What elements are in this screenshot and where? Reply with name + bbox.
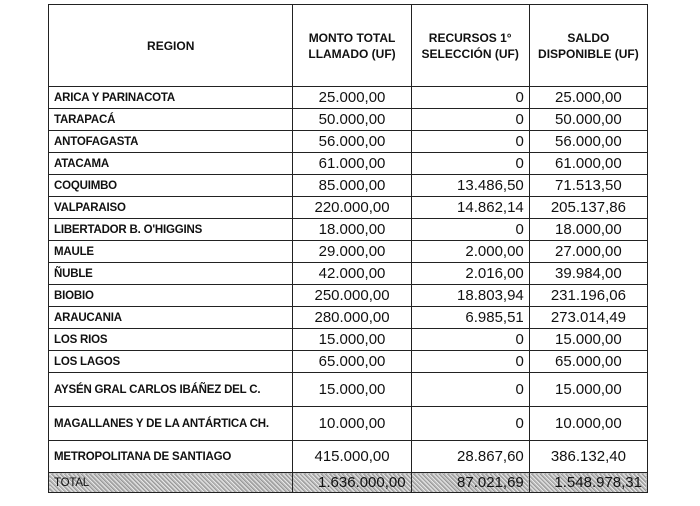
recursos-cell: 0	[411, 131, 529, 153]
recursos-cell: 0	[411, 87, 529, 109]
regional-funds-table	[48, 4, 648, 493]
region-cell: METROPOLITANA DE SANTIAGO	[49, 441, 293, 473]
table-row	[49, 109, 648, 131]
table-row	[49, 351, 648, 373]
region-cell: VALPARAISO	[49, 197, 293, 219]
recursos-cell: 0	[411, 407, 529, 441]
monto-total-cell: 65.000,00	[293, 351, 411, 373]
recursos-cell: 0	[411, 153, 529, 175]
table-row	[49, 131, 648, 153]
column-header: RECURSOS 1° SELECCIÓN (UF)	[411, 5, 529, 87]
region-cell: ARAUCANIA	[49, 307, 293, 329]
monto-total-cell: 18.000,00	[293, 219, 411, 241]
column-header: REGION	[49, 5, 293, 87]
recursos-cell: 28.867,60	[411, 441, 529, 473]
saldo-cell: 231.196,06	[529, 285, 647, 307]
monto-total-cell: 29.000,00	[293, 241, 411, 263]
region-cell: LIBERTADOR B. O'HIGGINS	[49, 219, 293, 241]
table-row	[49, 407, 648, 441]
saldo-cell: 61.000,00	[529, 153, 647, 175]
region-cell: BIOBIO	[49, 285, 293, 307]
table-row	[49, 307, 648, 329]
region-cell: AYSÉN GRAL CARLOS IBÁÑEZ DEL C.	[49, 373, 293, 407]
region-cell: ANTOFAGASTA	[49, 131, 293, 153]
saldo-cell: 386.132,40	[529, 441, 647, 473]
table-row	[49, 263, 648, 285]
recursos-cell: 0	[411, 373, 529, 407]
saldo-cell: 15.000,00	[529, 373, 647, 407]
saldo-cell: 71.513,50	[529, 175, 647, 197]
recursos-cell: 6.985,51	[411, 307, 529, 329]
region-cell: TARAPACÁ	[49, 109, 293, 131]
total-row	[49, 473, 648, 493]
recursos-cell: 2.000,00	[411, 241, 529, 263]
region-cell: ATACAMA	[49, 153, 293, 175]
monto-total-cell: 61.000,00	[293, 153, 411, 175]
region-cell: MAULE	[49, 241, 293, 263]
saldo-cell: 65.000,00	[529, 351, 647, 373]
saldo-cell: 50.000,00	[529, 109, 647, 131]
region-cell: ARICA Y PARINACOTA	[49, 87, 293, 109]
saldo-cell: 25.000,00	[529, 87, 647, 109]
saldo-cell: 39.984,00	[529, 263, 647, 285]
region-cell: COQUIMBO	[49, 175, 293, 197]
monto-total-cell: 42.000,00	[293, 263, 411, 285]
region-cell: MAGALLANES Y DE LA ANTÁRTICA CH.	[49, 407, 293, 441]
saldo-cell: 27.000,00	[529, 241, 647, 263]
monto-total-cell: 25.000,00	[293, 87, 411, 109]
table-row	[49, 175, 648, 197]
monto-total-cell: 280.000,00	[293, 307, 411, 329]
recursos-cell: 14.862,14	[411, 197, 529, 219]
saldo-cell: 273.014,49	[529, 307, 647, 329]
recursos-cell: 18.803,94	[411, 285, 529, 307]
table-row	[49, 219, 648, 241]
table-row	[49, 153, 648, 175]
table-header-row	[49, 5, 648, 87]
monto-total-cell: 15.000,00	[293, 329, 411, 351]
table-row	[49, 373, 648, 407]
recursos-cell: 87.021,69	[411, 473, 529, 493]
saldo-cell: 15.000,00	[529, 329, 647, 351]
region-cell: LOS LAGOS	[49, 351, 293, 373]
recursos-cell: 0	[411, 351, 529, 373]
column-header: MONTO TOTAL LLAMADO (UF)	[293, 5, 411, 87]
recursos-cell: 2.016,00	[411, 263, 529, 285]
column-header: SALDO DISPONIBLE (UF)	[529, 5, 647, 87]
region-cell: TOTAL	[49, 473, 293, 493]
table-row	[49, 329, 648, 351]
monto-total-cell: 415.000,00	[293, 441, 411, 473]
table-row	[49, 285, 648, 307]
recursos-cell: 0	[411, 329, 529, 351]
saldo-cell: 1.548.978,31	[529, 473, 647, 493]
region-cell: LOS RIOS	[49, 329, 293, 351]
recursos-cell: 0	[411, 219, 529, 241]
region-cell: ÑUBLE	[49, 263, 293, 285]
recursos-cell: 0	[411, 109, 529, 131]
monto-total-cell: 250.000,00	[293, 285, 411, 307]
saldo-cell: 56.000,00	[529, 131, 647, 153]
saldo-cell: 18.000,00	[529, 219, 647, 241]
table-row	[49, 197, 648, 219]
recursos-cell: 13.486,50	[411, 175, 529, 197]
saldo-cell: 205.137,86	[529, 197, 647, 219]
monto-total-cell: 56.000,00	[293, 131, 411, 153]
monto-total-cell: 220.000,00	[293, 197, 411, 219]
saldo-cell: 10.000,00	[529, 407, 647, 441]
monto-total-cell: 85.000,00	[293, 175, 411, 197]
monto-total-cell: 1.636.000,00	[293, 473, 411, 493]
table-row	[49, 441, 648, 473]
monto-total-cell: 10.000,00	[293, 407, 411, 441]
monto-total-cell: 15.000,00	[293, 373, 411, 407]
table-row	[49, 241, 648, 263]
monto-total-cell: 50.000,00	[293, 109, 411, 131]
table-row	[49, 87, 648, 109]
